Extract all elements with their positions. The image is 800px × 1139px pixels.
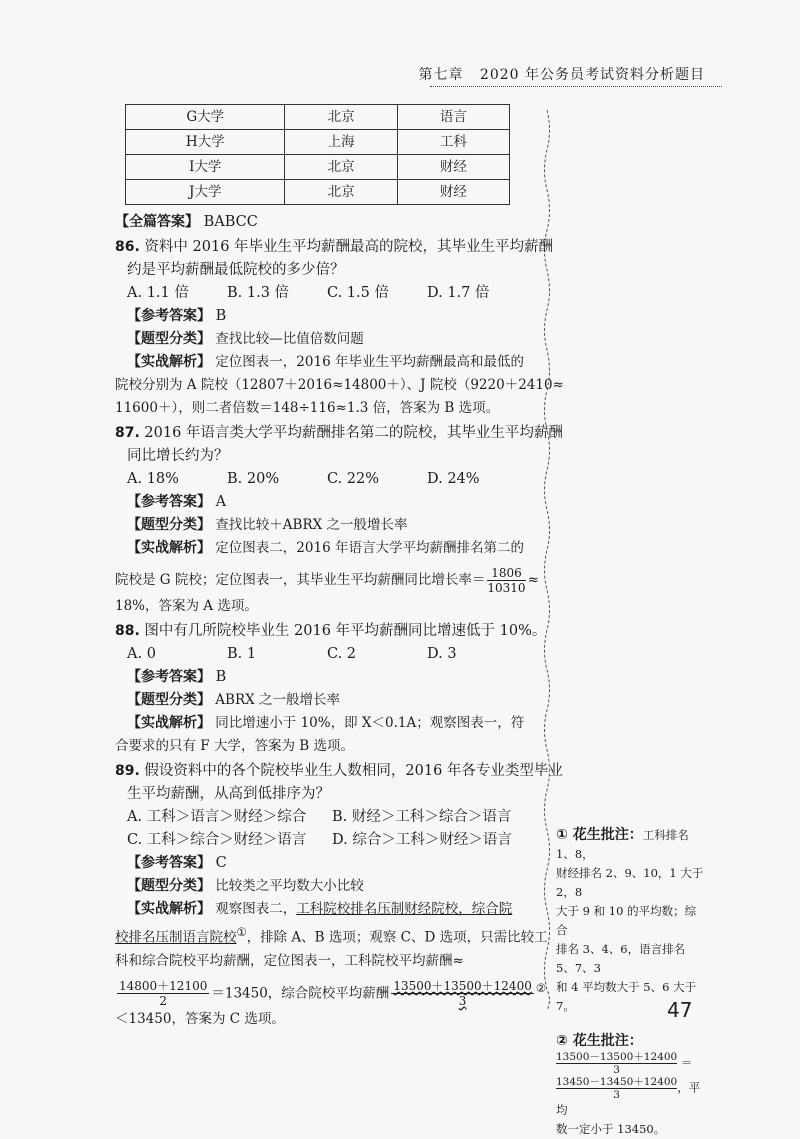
fraction bbox=[556, 1051, 677, 1076]
table-row bbox=[126, 180, 510, 205]
note-label: ① 花生批注： bbox=[556, 827, 643, 843]
analysis-label: 【实战解析】 bbox=[127, 540, 211, 556]
analysis-label: 【实战解析】 bbox=[127, 715, 211, 731]
note-ref: ② bbox=[535, 981, 546, 995]
category-value: 查找比较＋ABRX 之一般增长率 bbox=[215, 517, 408, 533]
table-row bbox=[126, 155, 510, 180]
category-label: 【题型分类】 bbox=[127, 331, 211, 347]
analysis-text: ，排除 A、B 选项；观察 C、D 选项，只需比较工 bbox=[246, 929, 548, 946]
header-rule bbox=[430, 86, 722, 87]
note-text: 财经排名 2、9、10，1 大于 2，8 bbox=[556, 866, 704, 899]
full-answer-label: 【全篇答案】 bbox=[115, 214, 199, 230]
option-b: B. 20% bbox=[227, 471, 280, 487]
category-value: 查找比较—比值倍数问题 bbox=[215, 331, 364, 347]
question-text: 假设资料中的各个院校毕业生人数相同，2016 年各专业类型毕业 bbox=[144, 763, 563, 779]
category-value: ABRX 之一般增长率 bbox=[215, 692, 341, 708]
underlined-text: 工科院校排名压制财经院校，综合院 bbox=[296, 901, 513, 917]
analysis-text: 科和综合院校平均薪酬，定位图表一，工科院校平均薪酬≈ bbox=[115, 952, 464, 969]
table-cell: I大学 bbox=[126, 155, 285, 180]
table-cell: J大学 bbox=[126, 180, 285, 205]
side-notes bbox=[556, 826, 704, 1139]
chapter-label: 第七章 bbox=[418, 67, 464, 83]
note-ref: ① bbox=[236, 926, 247, 939]
option-c: C. 1.5 倍 bbox=[327, 285, 389, 301]
answer-label: 【参考答案】 bbox=[127, 669, 211, 685]
question-number: 89. bbox=[115, 763, 140, 779]
fraction bbox=[556, 1076, 677, 1101]
table-cell: 财经 bbox=[397, 155, 509, 180]
option-a: A. 18% bbox=[127, 471, 179, 487]
note-text: 工科排名 1、8， bbox=[556, 828, 689, 861]
analysis-text: ＝13450，综合院校平均薪酬 bbox=[211, 985, 390, 1001]
note-text: 排名 3、4、6，语言排名 5、7、3 bbox=[556, 942, 686, 975]
question-text: 同比增长约为？ bbox=[127, 448, 229, 464]
note-label: ② 花生批注： bbox=[556, 1033, 643, 1049]
question-text: 图中有几所院校毕业生 2016 年平均薪酬同比增速低于 10%。 bbox=[144, 623, 547, 639]
answer-value: B bbox=[215, 308, 227, 324]
fraction-numerator: 1806 bbox=[487, 566, 525, 581]
note-text: 数一定小于 13450。 bbox=[556, 1122, 666, 1136]
answer-value: B bbox=[215, 669, 227, 685]
fraction bbox=[117, 979, 209, 1008]
option-a: A. 1.1 倍 bbox=[127, 285, 189, 301]
options bbox=[115, 282, 537, 305]
category-label: 【题型分类】 bbox=[127, 692, 211, 708]
option-c: C. 22% bbox=[327, 471, 380, 487]
underlined-text: 校排名压制语言院校 bbox=[115, 929, 237, 946]
question-88 bbox=[115, 620, 547, 758]
option-d: D. 24% bbox=[427, 471, 480, 487]
table-cell: 北京 bbox=[285, 155, 397, 180]
full-answer-value: BABCC bbox=[203, 214, 258, 230]
table-cell: H大学 bbox=[126, 130, 285, 155]
fraction-denominator: 3 bbox=[613, 1089, 620, 1101]
options bbox=[115, 468, 537, 491]
table-row bbox=[126, 105, 510, 130]
fraction bbox=[487, 566, 525, 595]
table-cell: 语言 bbox=[397, 105, 509, 130]
table-cell: 北京 bbox=[285, 105, 397, 130]
analysis-text: 18%，答案为 A 选项。 bbox=[115, 598, 258, 614]
analysis-text: 观察图表二， bbox=[215, 901, 297, 917]
analysis-label: 【实战解析】 bbox=[127, 354, 211, 370]
full-answer bbox=[115, 211, 537, 234]
option-b: B. 1.3 倍 bbox=[227, 285, 290, 301]
answer-label: 【参考答案】 bbox=[127, 308, 211, 324]
analysis-text: 11600＋），则二者倍数＝148÷116≈1.3 倍，答案为 B 选项。 bbox=[115, 400, 500, 416]
running-header bbox=[419, 64, 705, 84]
fraction-denominator: 10310 bbox=[487, 581, 526, 595]
university-table bbox=[125, 104, 510, 205]
equals-sign: ＝ bbox=[680, 1055, 693, 1070]
note-text: 大于 9 和 10 的平均数；综合 bbox=[556, 904, 697, 937]
question-text: 2016 年语言类大学平均薪酬排名第二的院校，其毕业生平均薪酬 bbox=[144, 425, 563, 441]
fraction-numerator: 13500－13500＋12400 bbox=[556, 1051, 678, 1063]
table-cell: 工科 bbox=[397, 130, 509, 155]
answer-label: 【参考答案】 bbox=[127, 855, 211, 871]
option-c: C. 工科＞综合＞财经＞语言 bbox=[127, 832, 307, 848]
options bbox=[115, 829, 537, 852]
analysis-text: 定位图表一，2016 年毕业生平均薪酬最高和最低的 bbox=[215, 354, 524, 370]
fraction-numerator: 14800＋12100 bbox=[119, 979, 208, 993]
option-a: A. 工科＞语言＞财经＞综合 bbox=[127, 809, 307, 825]
answer-label: 【参考答案】 bbox=[127, 494, 211, 510]
fraction-denominator: 3 bbox=[613, 1064, 620, 1076]
fraction-denominator: 2 bbox=[159, 994, 167, 1008]
analysis-text: 院校分别为 A 院校（12807＋2016≈14800＋）、J 院校（9220＋2410≈ bbox=[115, 377, 564, 393]
table-cell: 财经 bbox=[397, 180, 509, 205]
analysis-text: 院校是 G 院校；定位图表一，其毕业生平均薪酬同比增长率＝ bbox=[115, 572, 486, 588]
analysis-text: 合要求的只有 F 大学，答案为 B 选项。 bbox=[115, 738, 354, 754]
analysis-text: ＜13450，答案为 C 选项。 bbox=[115, 1011, 285, 1027]
answer-value: C bbox=[215, 855, 227, 871]
question-86 bbox=[115, 236, 564, 420]
option-d: D. 3 bbox=[427, 646, 457, 662]
option-d: D. 综合＞工科＞财经＞语言 bbox=[332, 832, 512, 848]
options bbox=[115, 806, 537, 829]
analysis-label: 【实战解析】 bbox=[127, 901, 211, 917]
fraction bbox=[391, 979, 534, 1008]
table-row bbox=[126, 130, 510, 155]
table-cell: 上海 bbox=[285, 130, 397, 155]
table-cell: 北京 bbox=[285, 180, 397, 205]
table-cell: G大学 bbox=[126, 105, 285, 130]
category-label: 【题型分类】 bbox=[127, 517, 211, 533]
main-content bbox=[115, 104, 564, 1031]
option-b: B. 1 bbox=[227, 646, 257, 662]
option-b: B. 财经＞工科＞综合＞语言 bbox=[332, 809, 512, 825]
option-d: D. 1.7 倍 bbox=[427, 285, 490, 301]
question-number: 87. bbox=[115, 425, 140, 441]
category-value: 比较类之平均数大小比较 bbox=[215, 878, 364, 894]
approx-sign: ≈ bbox=[527, 572, 539, 588]
options bbox=[115, 643, 537, 666]
question-text: 生平均薪酬，从高到低排序为？ bbox=[127, 786, 330, 802]
option-c: C. 2 bbox=[327, 646, 357, 662]
option-a: A. 0 bbox=[127, 646, 156, 662]
fraction-numerator: 13450－13450＋12400 bbox=[556, 1076, 678, 1088]
analysis-text: 同比增速小于 10%，即 X＜0.1A；观察图表一，符 bbox=[215, 715, 525, 731]
category-label: 【题型分类】 bbox=[127, 878, 211, 894]
analysis-text: 定位图表二，2016 年语言大学平均薪酬排名第二的 bbox=[215, 540, 524, 556]
answer-value: A bbox=[215, 494, 227, 510]
question-87 bbox=[115, 422, 563, 618]
note-text: ，平均 bbox=[556, 1080, 701, 1117]
question-text: 约是平均薪酬最低院校的多少倍？ bbox=[127, 262, 345, 278]
question-89 bbox=[115, 760, 563, 1031]
page-number: 47 bbox=[667, 998, 693, 1022]
question-number: 88. bbox=[115, 623, 140, 639]
fraction-denominator: 3 bbox=[458, 994, 467, 1008]
question-text: 资料中 2016 年毕业生平均薪酬最高的院校，其毕业生平均薪酬 bbox=[144, 239, 554, 255]
book-title: 2020 年公务员考试资料分析题目 bbox=[479, 67, 705, 83]
fraction-numerator: 13500＋13500＋12400 bbox=[393, 979, 532, 993]
note-text: 和 4 平均数大于 5、6 大于 7。 bbox=[556, 980, 697, 1013]
question-number: 86. bbox=[115, 239, 140, 255]
